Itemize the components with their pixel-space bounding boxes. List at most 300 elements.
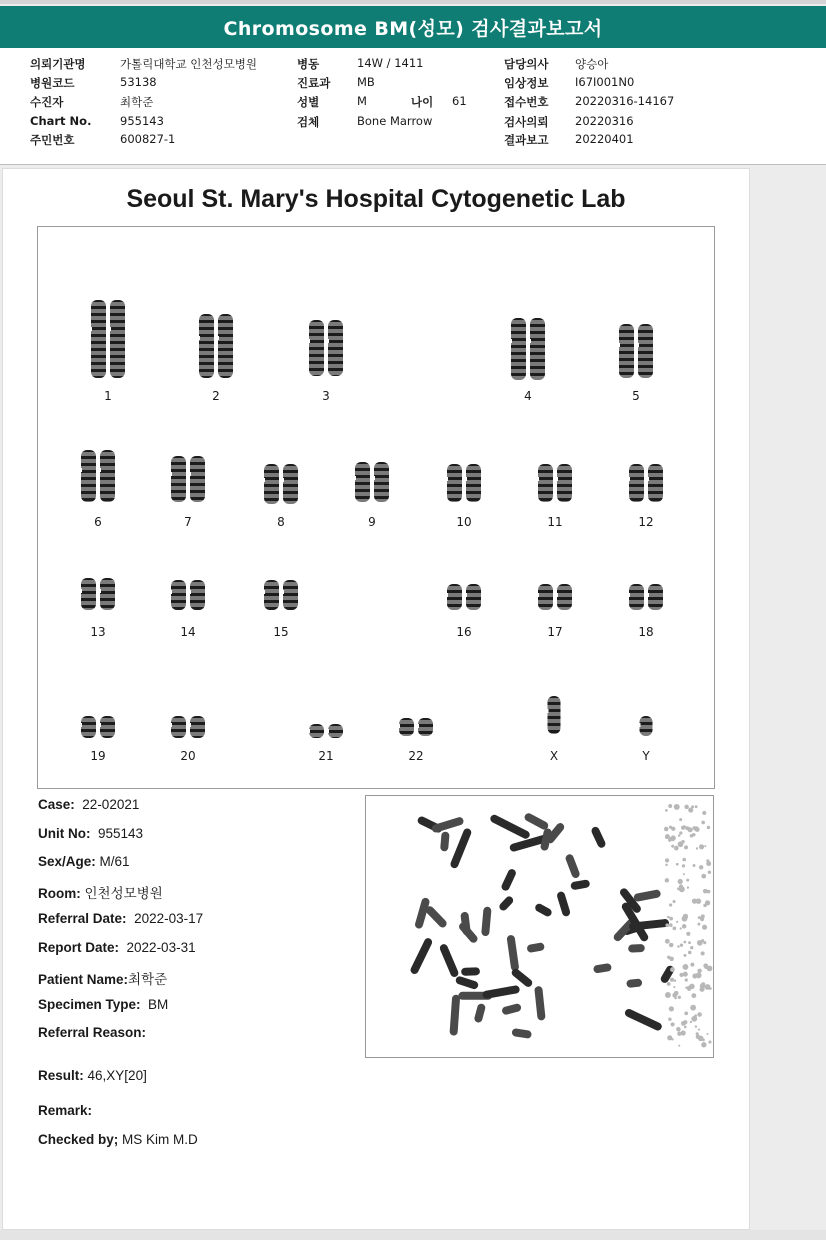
metaphase-chromosome bbox=[626, 978, 642, 988]
chromatid bbox=[648, 464, 663, 502]
value-specimen: Bone Marrow bbox=[357, 114, 433, 128]
nucleus-texture bbox=[688, 951, 692, 955]
nucleus-texture bbox=[699, 844, 704, 849]
nucleus-texture bbox=[669, 923, 673, 927]
centromere bbox=[529, 339, 531, 343]
nucleus-texture bbox=[694, 1014, 697, 1017]
chromatid bbox=[283, 580, 298, 610]
nucleus-texture bbox=[688, 941, 691, 944]
chromosome-label: 16 bbox=[456, 625, 472, 639]
nucleus-texture bbox=[680, 927, 682, 929]
centromere bbox=[465, 477, 467, 481]
value-chart-no: 955143 bbox=[120, 114, 164, 128]
specimen-type-line: Specimen Type: BM bbox=[38, 997, 169, 1012]
centromere bbox=[263, 590, 265, 594]
label-clinical-info: 임상정보 bbox=[504, 76, 549, 90]
nucleus-texture bbox=[701, 821, 705, 825]
chromatid bbox=[466, 464, 481, 502]
nucleus-texture bbox=[697, 1012, 702, 1017]
chromatid bbox=[538, 464, 553, 502]
chromosome-label: 18 bbox=[638, 625, 654, 639]
nucleus-texture bbox=[670, 967, 675, 972]
nucleus-texture bbox=[671, 845, 674, 848]
label-doctor: 담당의사 bbox=[504, 57, 549, 71]
chromosome-pair-7 bbox=[168, 455, 208, 503]
chromosome-pair-5 bbox=[616, 323, 656, 379]
nucleus-texture bbox=[665, 939, 670, 944]
chromatid bbox=[447, 584, 462, 610]
centromere bbox=[556, 593, 558, 597]
nucleus-texture bbox=[699, 865, 703, 869]
centromere bbox=[80, 723, 82, 727]
centromere bbox=[109, 327, 111, 331]
centromere bbox=[282, 590, 284, 594]
chromatid bbox=[619, 324, 634, 378]
nucleus-texture bbox=[681, 840, 684, 843]
header-row bbox=[0, 114, 826, 132]
nucleus-texture bbox=[679, 818, 682, 821]
metaphase-chromosome bbox=[482, 985, 520, 999]
nucleus-texture bbox=[665, 836, 668, 839]
value-doctor: 양승아 bbox=[575, 57, 609, 71]
chromatid bbox=[548, 696, 561, 734]
chromatid bbox=[557, 464, 572, 502]
value-patient: 최학준 bbox=[120, 95, 154, 109]
nucleus-texture bbox=[665, 809, 668, 812]
label-report-date: 결과보고 bbox=[504, 133, 549, 147]
label-hospital-code: 병원코드 bbox=[30, 76, 75, 90]
karyotype-panel bbox=[37, 226, 715, 789]
centromere bbox=[327, 339, 329, 343]
centromere bbox=[537, 593, 539, 597]
metaphase-spread bbox=[366, 796, 713, 1057]
nucleus-texture bbox=[682, 858, 686, 862]
nucleus-texture bbox=[669, 917, 673, 921]
metaphase-chromosome bbox=[461, 967, 480, 976]
metaphase-chromosome bbox=[564, 853, 580, 879]
header-row bbox=[0, 132, 826, 150]
chromatid bbox=[328, 724, 343, 738]
centromere bbox=[80, 468, 82, 472]
metaphase-chromosome bbox=[570, 879, 590, 890]
chromatid bbox=[283, 464, 298, 504]
nucleus-texture bbox=[668, 804, 672, 808]
centromere bbox=[189, 472, 191, 476]
chromatid bbox=[355, 462, 370, 502]
chromatid bbox=[171, 456, 186, 502]
chromosome-label: 21 bbox=[318, 749, 334, 763]
label-ward: 병동 bbox=[297, 57, 320, 71]
centromere bbox=[628, 477, 630, 481]
nucleus-texture bbox=[677, 1032, 681, 1036]
metaphase-chromosome bbox=[511, 1028, 532, 1039]
value-report-date: 20220401 bbox=[575, 132, 634, 146]
nucleus-texture bbox=[691, 805, 694, 808]
centromere bbox=[99, 589, 101, 593]
chromosome-label: 12 bbox=[638, 515, 654, 529]
centromere bbox=[354, 476, 356, 480]
centromere bbox=[373, 476, 375, 480]
nucleus-texture bbox=[685, 978, 688, 981]
chromatid bbox=[110, 300, 125, 378]
metaphase-chromosome bbox=[590, 826, 607, 849]
nucleus-texture bbox=[677, 945, 680, 948]
chromosome-pair-X bbox=[546, 695, 562, 735]
metaphase-chromosome bbox=[449, 827, 472, 869]
referral-reason-line: Referral Reason: bbox=[38, 1025, 147, 1040]
chromosome-label: 11 bbox=[547, 515, 563, 529]
nucleus-texture bbox=[695, 805, 698, 808]
metaphase-chromosome bbox=[449, 994, 460, 1035]
chromosome-pair-18 bbox=[626, 583, 666, 611]
chromatid bbox=[511, 318, 526, 380]
chromosome-pair-19 bbox=[78, 715, 118, 739]
centromere bbox=[556, 477, 558, 481]
top-strip bbox=[0, 0, 826, 4]
nucleus-texture bbox=[708, 1041, 711, 1044]
chromosome-label: 5 bbox=[632, 389, 640, 403]
centromere bbox=[308, 729, 310, 733]
nucleus-texture bbox=[664, 827, 669, 832]
sex-age-value: M/61 bbox=[99, 854, 130, 869]
nucleus-texture bbox=[673, 900, 676, 903]
karyotype-sheet bbox=[2, 168, 750, 1230]
nucleus-texture bbox=[672, 993, 677, 998]
centromere bbox=[170, 472, 172, 476]
chromatid bbox=[638, 324, 653, 378]
nucleus-texture bbox=[690, 946, 693, 949]
chromosome-pair-Y bbox=[638, 715, 654, 737]
nucleus-texture bbox=[682, 864, 685, 867]
metaphase-chromosome bbox=[526, 942, 545, 953]
centromere bbox=[170, 723, 172, 727]
lab-title: Seoul St. Mary's Hospital Cytogenetic Lab bbox=[126, 185, 626, 213]
nucleus-texture bbox=[696, 898, 701, 903]
label-resident-no: 주민번호 bbox=[30, 133, 75, 147]
chromosome-label: 6 bbox=[94, 515, 102, 529]
chromosome-label: 2 bbox=[212, 389, 220, 403]
nucleus-texture bbox=[707, 826, 710, 829]
nucleus-texture bbox=[684, 845, 688, 849]
metaphase-chromosome bbox=[510, 967, 534, 988]
nucleus-texture bbox=[673, 927, 677, 931]
chromosome-label: X bbox=[549, 749, 559, 763]
chromosome-label: 8 bbox=[277, 515, 285, 529]
chromosome-pair-4 bbox=[508, 317, 548, 381]
metaphase-chromosome bbox=[500, 868, 517, 892]
report-date-value: 2022-03-31 bbox=[126, 940, 196, 955]
chromosome-label: 20 bbox=[180, 749, 196, 763]
nucleus-texture bbox=[697, 923, 700, 926]
nucleus-texture bbox=[683, 873, 685, 875]
chromatid bbox=[190, 716, 205, 738]
nucleus-texture bbox=[702, 1039, 705, 1042]
nucleus-texture bbox=[705, 900, 710, 905]
nucleus-texture bbox=[674, 804, 680, 810]
metaphase-chromosome bbox=[534, 902, 553, 918]
chromosome-pair-17 bbox=[535, 583, 575, 611]
chromosome-label: 15 bbox=[273, 625, 289, 639]
chromatid bbox=[100, 716, 115, 738]
nucleus-texture bbox=[678, 834, 680, 836]
nucleus-texture bbox=[704, 845, 706, 847]
nucleus-texture bbox=[686, 879, 689, 882]
value-institution: 가톨릭대학교 인천성모병원 bbox=[120, 57, 257, 71]
nucleus-texture bbox=[667, 916, 670, 919]
metaphase-chromosome bbox=[501, 1003, 522, 1016]
centromere bbox=[198, 336, 200, 340]
chromosome-label: 10 bbox=[456, 515, 472, 529]
metaphase-chromosome bbox=[474, 1003, 487, 1023]
nucleus-texture bbox=[709, 987, 712, 990]
centromere bbox=[417, 724, 419, 728]
nucleus-texture bbox=[707, 1033, 709, 1035]
chromatid bbox=[374, 462, 389, 502]
nucleus-texture bbox=[674, 846, 679, 851]
nucleus-texture bbox=[688, 827, 693, 832]
nucleus-texture bbox=[693, 864, 696, 867]
chromosome-label: 19 bbox=[90, 749, 106, 763]
centromere bbox=[465, 593, 467, 597]
label-request-date: 검사의뢰 bbox=[504, 115, 549, 129]
metaphase-chromosome bbox=[440, 831, 450, 851]
nucleus-texture bbox=[687, 886, 689, 888]
header-row bbox=[0, 94, 826, 112]
metaphase-image bbox=[365, 795, 714, 1058]
label-institution: 의뢰기관명 bbox=[30, 57, 86, 71]
value-resident-no: 600827-1 bbox=[120, 132, 176, 146]
centromere bbox=[647, 477, 649, 481]
metaphase-chromosome bbox=[534, 986, 546, 1021]
metaphase-chromosome bbox=[556, 891, 571, 918]
metaphase-chromosome bbox=[439, 943, 460, 978]
chromosome-pair-13 bbox=[78, 577, 118, 611]
chromosome-label: 9 bbox=[368, 515, 376, 529]
chromosome-pair-9 bbox=[352, 461, 392, 503]
centromere bbox=[80, 589, 82, 593]
chromatid bbox=[190, 456, 205, 502]
metaphase-chromosome bbox=[409, 937, 433, 975]
nucleus-texture bbox=[683, 954, 686, 957]
metaphase-chromosome bbox=[506, 935, 519, 972]
chromosome-pair-22 bbox=[396, 717, 436, 737]
centromere bbox=[547, 709, 549, 713]
nucleus-texture bbox=[683, 941, 686, 944]
nucleus-texture bbox=[698, 1029, 700, 1031]
chromatid bbox=[648, 584, 663, 610]
centromere bbox=[618, 343, 620, 347]
nucleus-texture bbox=[686, 932, 690, 936]
nucleus-texture bbox=[698, 971, 701, 974]
chromosome-pair-11 bbox=[535, 463, 575, 503]
chromatid bbox=[264, 464, 279, 504]
nucleus-texture bbox=[701, 1042, 706, 1047]
nucleus-texture bbox=[687, 988, 690, 991]
chromatid bbox=[640, 716, 653, 736]
centromere bbox=[99, 468, 101, 472]
nucleus-texture bbox=[692, 833, 695, 836]
nucleus-texture bbox=[696, 1032, 699, 1035]
result-line: Result: 46,XY[20] bbox=[38, 1068, 147, 1083]
nucleus-texture bbox=[684, 1026, 687, 1029]
nucleus-texture bbox=[690, 1005, 696, 1011]
chromosome-pair-2 bbox=[196, 313, 236, 379]
chromatid bbox=[328, 320, 343, 376]
nucleus-texture bbox=[690, 1021, 692, 1023]
specimen-type-value: BM bbox=[148, 997, 169, 1012]
remark-line: Remark: bbox=[38, 1103, 93, 1118]
label-sex: 성별 bbox=[297, 95, 320, 109]
chromosome-label: Y bbox=[642, 749, 650, 763]
chromosome-pair-14 bbox=[168, 579, 208, 611]
nucleus-texture bbox=[669, 943, 674, 948]
chromatid bbox=[171, 716, 186, 738]
label-chart-no: Chart No. bbox=[30, 114, 92, 128]
nucleus-texture bbox=[667, 993, 670, 996]
nucleus-texture bbox=[707, 966, 713, 972]
metaphase-chromosome bbox=[498, 895, 515, 912]
nucleus-texture bbox=[678, 879, 683, 884]
chromosome-pair-12 bbox=[626, 463, 666, 503]
report-title: Chromosome BM(성모) 검사결과보고서 bbox=[223, 17, 603, 40]
chromatid bbox=[81, 450, 96, 502]
chromosome-pair-6 bbox=[78, 449, 118, 503]
centromere bbox=[90, 327, 92, 331]
centromere bbox=[99, 723, 101, 727]
chromatid bbox=[466, 584, 481, 610]
metaphase-chromosome bbox=[481, 906, 492, 936]
nucleus-texture bbox=[679, 831, 682, 834]
nucleus-texture bbox=[690, 963, 694, 967]
nucleus-texture bbox=[674, 980, 676, 982]
room-value: 인천성모병원 bbox=[84, 886, 163, 901]
chromatid bbox=[309, 320, 324, 376]
case-line: Case: 22-02021 bbox=[38, 797, 140, 812]
chromatid bbox=[100, 450, 115, 502]
checked-by-line: Checked by; MS Kim M.D bbox=[38, 1132, 198, 1147]
nucleus-texture bbox=[701, 951, 705, 955]
chromosome-pair-8 bbox=[261, 463, 301, 505]
centromere bbox=[282, 478, 284, 482]
case-value: 22-02021 bbox=[82, 797, 140, 812]
referral-date-line: Referral Date: 2022-03-17 bbox=[38, 911, 204, 926]
chromosome-label: 1 bbox=[104, 389, 112, 403]
patient-name-value: 최학준 bbox=[128, 972, 168, 987]
chromosome-pair-21 bbox=[306, 723, 346, 739]
chromosome-label: 4 bbox=[524, 389, 532, 403]
centromere bbox=[189, 590, 191, 594]
nucleus-texture bbox=[683, 964, 689, 970]
nucleus-texture bbox=[669, 903, 672, 906]
nucleus-texture bbox=[701, 874, 706, 879]
chromatid bbox=[91, 300, 106, 378]
chromosome-pair-15 bbox=[261, 579, 301, 611]
nucleus-texture bbox=[702, 811, 706, 815]
nucleus-texture bbox=[673, 986, 675, 988]
nucleus-texture bbox=[683, 1020, 687, 1024]
nucleus-texture bbox=[680, 943, 683, 946]
chromatid bbox=[530, 318, 545, 380]
chromosome-label: 13 bbox=[90, 625, 106, 639]
chromatid bbox=[199, 314, 214, 378]
header-row bbox=[0, 56, 826, 74]
nucleus-texture bbox=[691, 993, 696, 998]
unit-no-line: Unit No: 955143 bbox=[38, 826, 144, 841]
nucleus-texture bbox=[668, 1018, 671, 1021]
chromosome-pair-16 bbox=[444, 583, 484, 611]
room-line: Room: 인천성모병원 bbox=[38, 886, 163, 901]
patient-name-line: Patient Name:최학준 bbox=[38, 972, 168, 987]
centromere bbox=[327, 729, 329, 733]
nucleus-texture bbox=[678, 1045, 680, 1047]
header-row bbox=[0, 75, 826, 93]
nucleus-texture bbox=[665, 878, 669, 882]
label-age: 나이 bbox=[411, 95, 434, 109]
chromatid bbox=[190, 580, 205, 610]
value-ward: 14W / 1411 bbox=[357, 56, 424, 70]
centromere bbox=[647, 593, 649, 597]
label-receipt-no: 접수번호 bbox=[504, 95, 549, 109]
centromere bbox=[308, 339, 310, 343]
result-value: 46,XY[20] bbox=[87, 1068, 147, 1083]
centromere bbox=[217, 336, 219, 340]
metaphase-chromosome bbox=[624, 1008, 663, 1032]
nucleus-texture bbox=[676, 921, 678, 923]
chromosome-label: 14 bbox=[180, 625, 196, 639]
label-specimen: 검체 bbox=[297, 115, 320, 129]
nucleus-texture bbox=[696, 847, 698, 849]
nucleus-texture bbox=[682, 916, 688, 922]
nucleus-texture bbox=[695, 827, 700, 832]
metaphase-chromosome bbox=[455, 975, 480, 990]
chromatid bbox=[538, 584, 553, 610]
nucleus-texture bbox=[671, 838, 674, 841]
chromatid bbox=[264, 580, 279, 610]
chromatid bbox=[309, 724, 324, 738]
nucleus-texture bbox=[702, 925, 707, 930]
label-department: 진료과 bbox=[297, 76, 331, 90]
value-sex: M bbox=[357, 94, 367, 108]
centromere bbox=[446, 477, 448, 481]
nucleus-texture bbox=[700, 917, 704, 921]
unit-no-value: 955143 bbox=[98, 826, 144, 841]
centromere bbox=[510, 339, 512, 343]
nucleus-texture bbox=[678, 996, 681, 999]
chromatid bbox=[557, 584, 572, 610]
nucleus-texture bbox=[676, 863, 679, 866]
referral-date-value: 2022-03-17 bbox=[134, 911, 204, 926]
chromatid bbox=[629, 464, 644, 502]
nucleus-texture bbox=[671, 827, 675, 831]
chromatid bbox=[629, 584, 644, 610]
nucleus-texture bbox=[681, 826, 685, 830]
nucleus-texture bbox=[669, 957, 674, 962]
metaphase-chromosome bbox=[460, 911, 471, 935]
centromere bbox=[628, 593, 630, 597]
metaphase-chromosome bbox=[593, 963, 612, 974]
chromatid bbox=[171, 580, 186, 610]
chromosome-label: 7 bbox=[184, 515, 192, 529]
metaphase-chromosome bbox=[633, 889, 661, 902]
nucleus-texture bbox=[671, 1022, 675, 1026]
centromere bbox=[170, 590, 172, 594]
report-title-bar bbox=[0, 6, 826, 48]
centromere bbox=[446, 593, 448, 597]
nucleus-texture bbox=[669, 1006, 674, 1011]
chromosome-label: 22 bbox=[408, 749, 424, 763]
chromatid bbox=[100, 578, 115, 610]
nucleus-texture bbox=[668, 839, 671, 842]
